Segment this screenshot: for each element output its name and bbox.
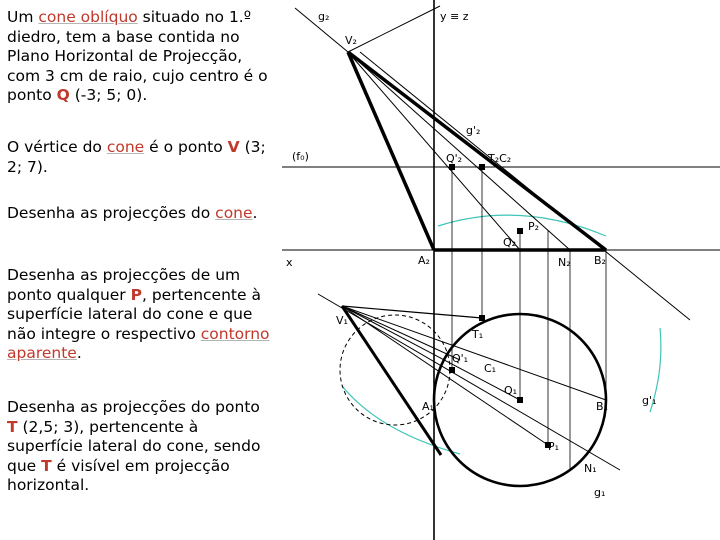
label-N2: N₂ xyxy=(558,256,571,269)
label-g1-prime: g'₁ xyxy=(642,394,657,407)
label-N1: N₁ xyxy=(584,462,597,475)
label-P2: P₂ xyxy=(528,220,540,233)
label-C1: C₁ xyxy=(484,362,497,375)
label-V2: V₂ xyxy=(345,34,357,47)
contour-generatrix-frontal-1 xyxy=(348,52,434,250)
contour-generatrix-2 xyxy=(342,306,482,318)
text: Desenha as projecções do xyxy=(7,204,216,222)
highlight-point: V xyxy=(227,138,240,156)
text: situado no 1.º diedro, tem a base contida no Plano Horizontal de Projecção, com 3 cm de raio, cujo centro é o ponto xyxy=(7,8,268,104)
highlight-point: P xyxy=(130,285,142,304)
label-Q2: Q₂ xyxy=(503,236,517,249)
point-marker xyxy=(517,397,523,403)
label-yz: y ≡ z xyxy=(440,10,469,23)
text: . xyxy=(76,344,82,362)
label-P1: P₁ xyxy=(548,440,560,453)
construction-line xyxy=(348,6,440,52)
label-T2-C2: T₂C₂ xyxy=(488,152,512,165)
text: é visível em projecção horizontal. xyxy=(7,456,230,494)
highlight-term: cone oblíquo xyxy=(38,8,138,26)
text: , pertencente à superfície lateral do cone e que não integre o respectivo xyxy=(7,285,261,343)
point-marker xyxy=(517,228,523,234)
label-T1: T₁ xyxy=(472,328,484,341)
text: (2,5; 3), pertencente à superfície lateral do cone, sendo que xyxy=(7,417,261,475)
label-A2: A₂ xyxy=(418,254,430,267)
highlight-point: Q xyxy=(56,86,70,104)
label-V1: V₁ xyxy=(336,314,348,327)
highlight-term: contorno aparente xyxy=(7,324,270,362)
text: . xyxy=(252,204,258,222)
label-Q2-prime: Q'₂ xyxy=(446,152,463,165)
text: é o ponto xyxy=(144,138,228,156)
highlight-point: T xyxy=(7,417,18,436)
point-marker xyxy=(479,315,485,321)
label-Q1: Q₁ xyxy=(504,384,518,397)
point-marker xyxy=(479,164,485,170)
highlight-point: T xyxy=(41,456,52,475)
label-B2: B₂ xyxy=(594,254,606,267)
text: Um xyxy=(7,8,39,26)
label-Q1-prime: Q'₁ xyxy=(452,352,469,365)
highlight-term: cone xyxy=(106,138,145,156)
construction-line xyxy=(360,52,690,320)
generatrix-line xyxy=(342,306,548,445)
text: Desenha as projecções do ponto xyxy=(7,398,260,416)
label-A1: A₁ xyxy=(422,400,434,413)
generatrix-line xyxy=(342,306,606,400)
text: O vértice do xyxy=(7,138,107,156)
label-x: x xyxy=(286,256,293,269)
label-g2: g₂ xyxy=(318,10,330,23)
point-marker xyxy=(449,367,455,373)
highlight-term: cone xyxy=(215,204,253,222)
generatrix-line xyxy=(318,294,620,470)
label-g1: g₁ xyxy=(594,486,606,499)
label-g2-prime: g'₂ xyxy=(466,124,481,137)
generatrix-line xyxy=(342,306,520,400)
label-fh0: (f₀) xyxy=(292,150,309,163)
text: (-3; 5; 0). xyxy=(69,86,148,104)
text: (3; 2; 7). xyxy=(7,138,266,176)
label-B1: B₁ xyxy=(596,400,608,413)
text: Desenha as projecções de um ponto qualquer xyxy=(7,266,241,304)
